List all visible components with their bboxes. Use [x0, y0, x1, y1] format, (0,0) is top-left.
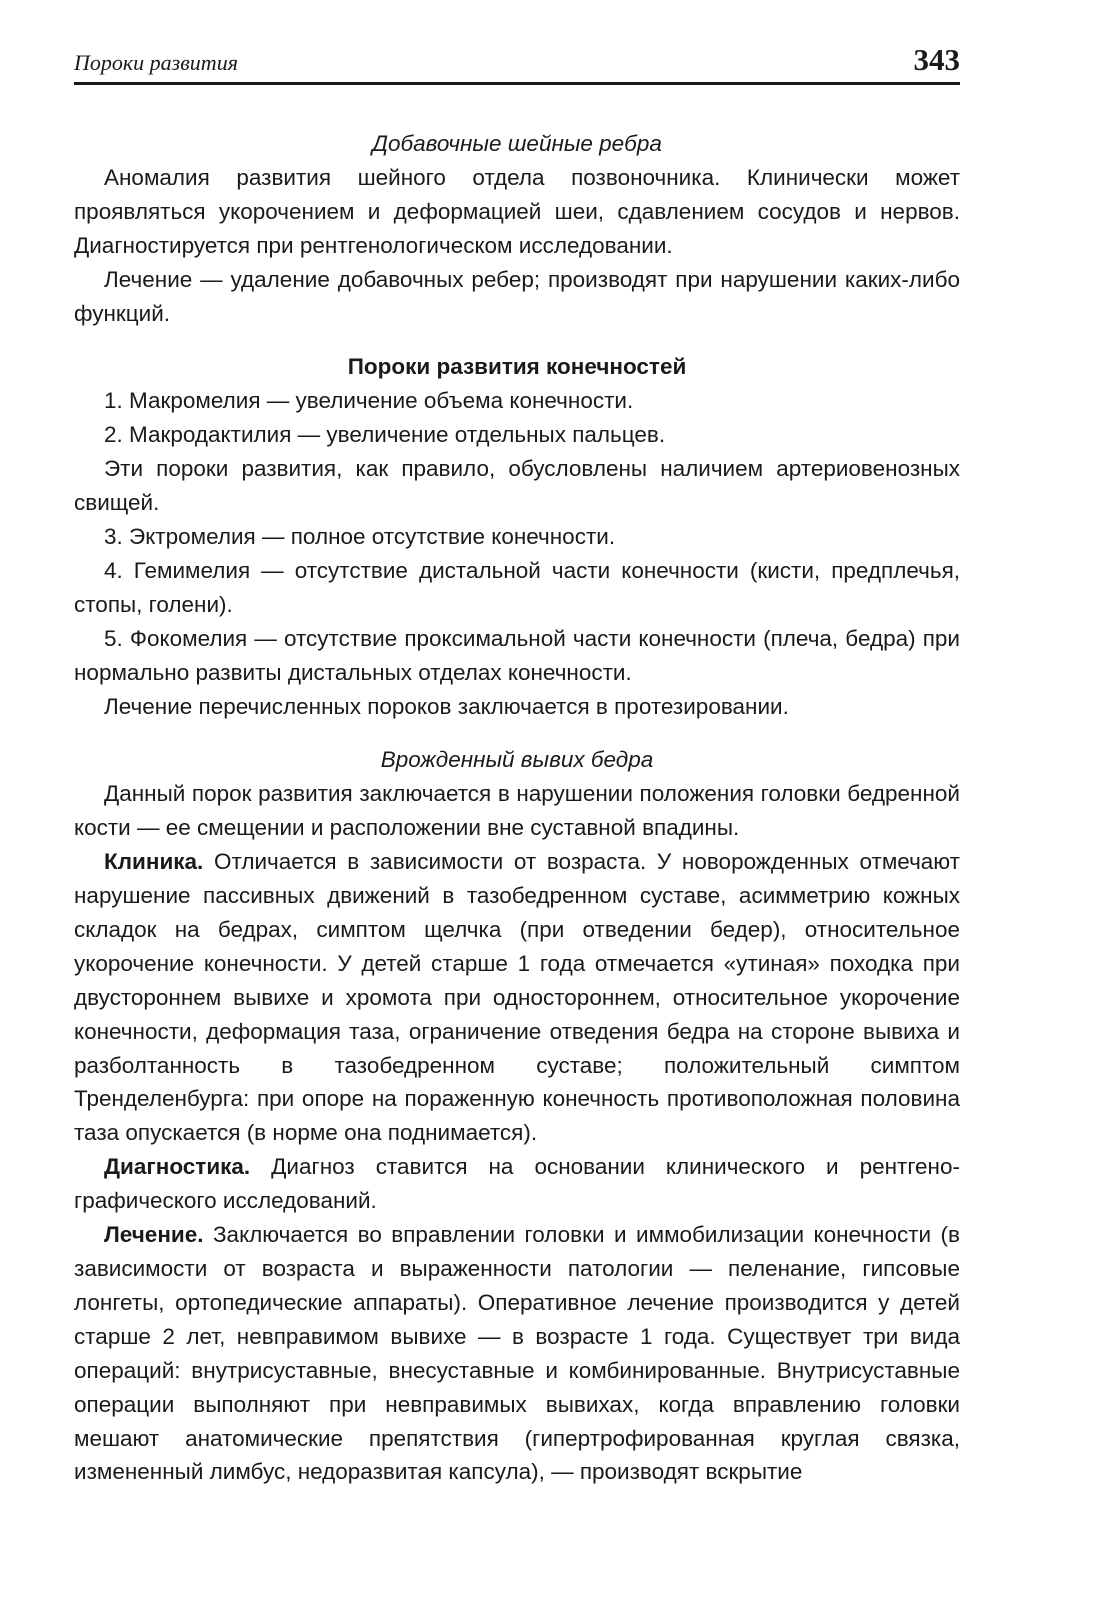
- run-in-heading-treatment: Лечение.: [104, 1222, 204, 1248]
- run-in-heading-clinic: Клиника.: [104, 849, 204, 875]
- paragraph: Лечение — удаление добавочных ребер; производят при нарушении каких-либо функций.: [74, 266, 960, 326]
- list-item: 2. Макродактилия — увеличение отдельных пальцев.: [104, 422, 666, 448]
- paragraph: Аномалия развития шейного отдела позвоночника. Клинически может проявляться укорочением и деформацией шеи, сдавлением сосудов и нервов. Диагностируется при рентгенологическом исследовании.: [74, 164, 960, 258]
- book-page: [74, 40, 960, 1489]
- paragraph-clinic: [74, 845, 960, 1150]
- paragraph-text: Диагноз ставится на основании клинического и рентгенографического исследований.: [74, 1154, 960, 1214]
- page-number: 343: [913, 42, 960, 77]
- running-header: [74, 40, 960, 85]
- section-heading-hip-dislocation: Врожденный вывих бедра: [380, 747, 654, 773]
- paragraph-text: Заключается во вправлении головки и иммобилизации конечности (в зависимости от возраста и выраженности патологии — пеленание, гипсовые лонгеты, ортопедические аппараты). Оперативное лечение производится у детей старше 2 лет, невправимом вывихе — в возрасте 1 года. Существует три вида операций: внутрисуставные, внесуставные и комбинированные. Внутрисуставные операции выполняют при невправимых вывихах, когда вправлению головки мешают анатомические препятствия (гипертрофированная круглая связка, измененный лимбус, недоразвитая капсула), — производят вскрытие: [74, 1222, 960, 1485]
- list-item: 1. Макромелия — увеличение объема конечности.: [104, 388, 634, 414]
- list-item: 5. Фокомелия — отсутствие проксимальной части конечности (плеча, бедра) при нормально развиты дистальных отделах конечности.: [74, 625, 960, 685]
- paragraph-diagnostics: [74, 1150, 960, 1218]
- paragraph-text: Отличается в зависимости от возраста. У новорожденных отмечают нарушение пассивных движений в тазобедренном суставе, асимметрию кожных складок на бедрах, симптом щелчка (при отведении бедер), относительное укорочение конечности. У детей старше 1 года отмечается «утиная» походка при двустороннем вывихе и хромота при одностороннем, относительное укорочение конечности, деформация таза, ограничение отведения бедра на стороне вывиха и разболтанность в тазобедренном суставе; положительный симптом Тренделенбурга: при опоре на пораженную конечность противоположная половина таза опускается (в норме она поднимается).: [74, 849, 960, 1146]
- run-in-heading-diagnostics: Диагностика.: [104, 1154, 251, 1180]
- paragraph: Данный порок развития заключается в нарушении положения головки бедренной кости — ее смещении и расположении вне суставной впадины.: [74, 781, 960, 841]
- section-heading-limb-defects: Пороки развития конечностей: [347, 354, 687, 380]
- paragraph: Эти пороки развития, как правило, обусловлены наличием артериовенозных свищей.: [74, 456, 960, 516]
- paragraph-treatment: [74, 1218, 960, 1489]
- paragraph: Лечение перечисленных пороков заключается в протезировании.: [104, 693, 789, 719]
- list-item: 3. Эктромелия — полное отсутствие конечности.: [104, 523, 616, 549]
- section-heading-cervical-ribs: Добавочные шейные ребра: [372, 131, 662, 156]
- page-body: [74, 127, 960, 1489]
- list-item: 4. Гемимелия — отсутствие дистальной части конечности (кисти, предплечья, стопы, голени).: [74, 557, 960, 617]
- running-title: Пороки развития: [74, 50, 238, 75]
